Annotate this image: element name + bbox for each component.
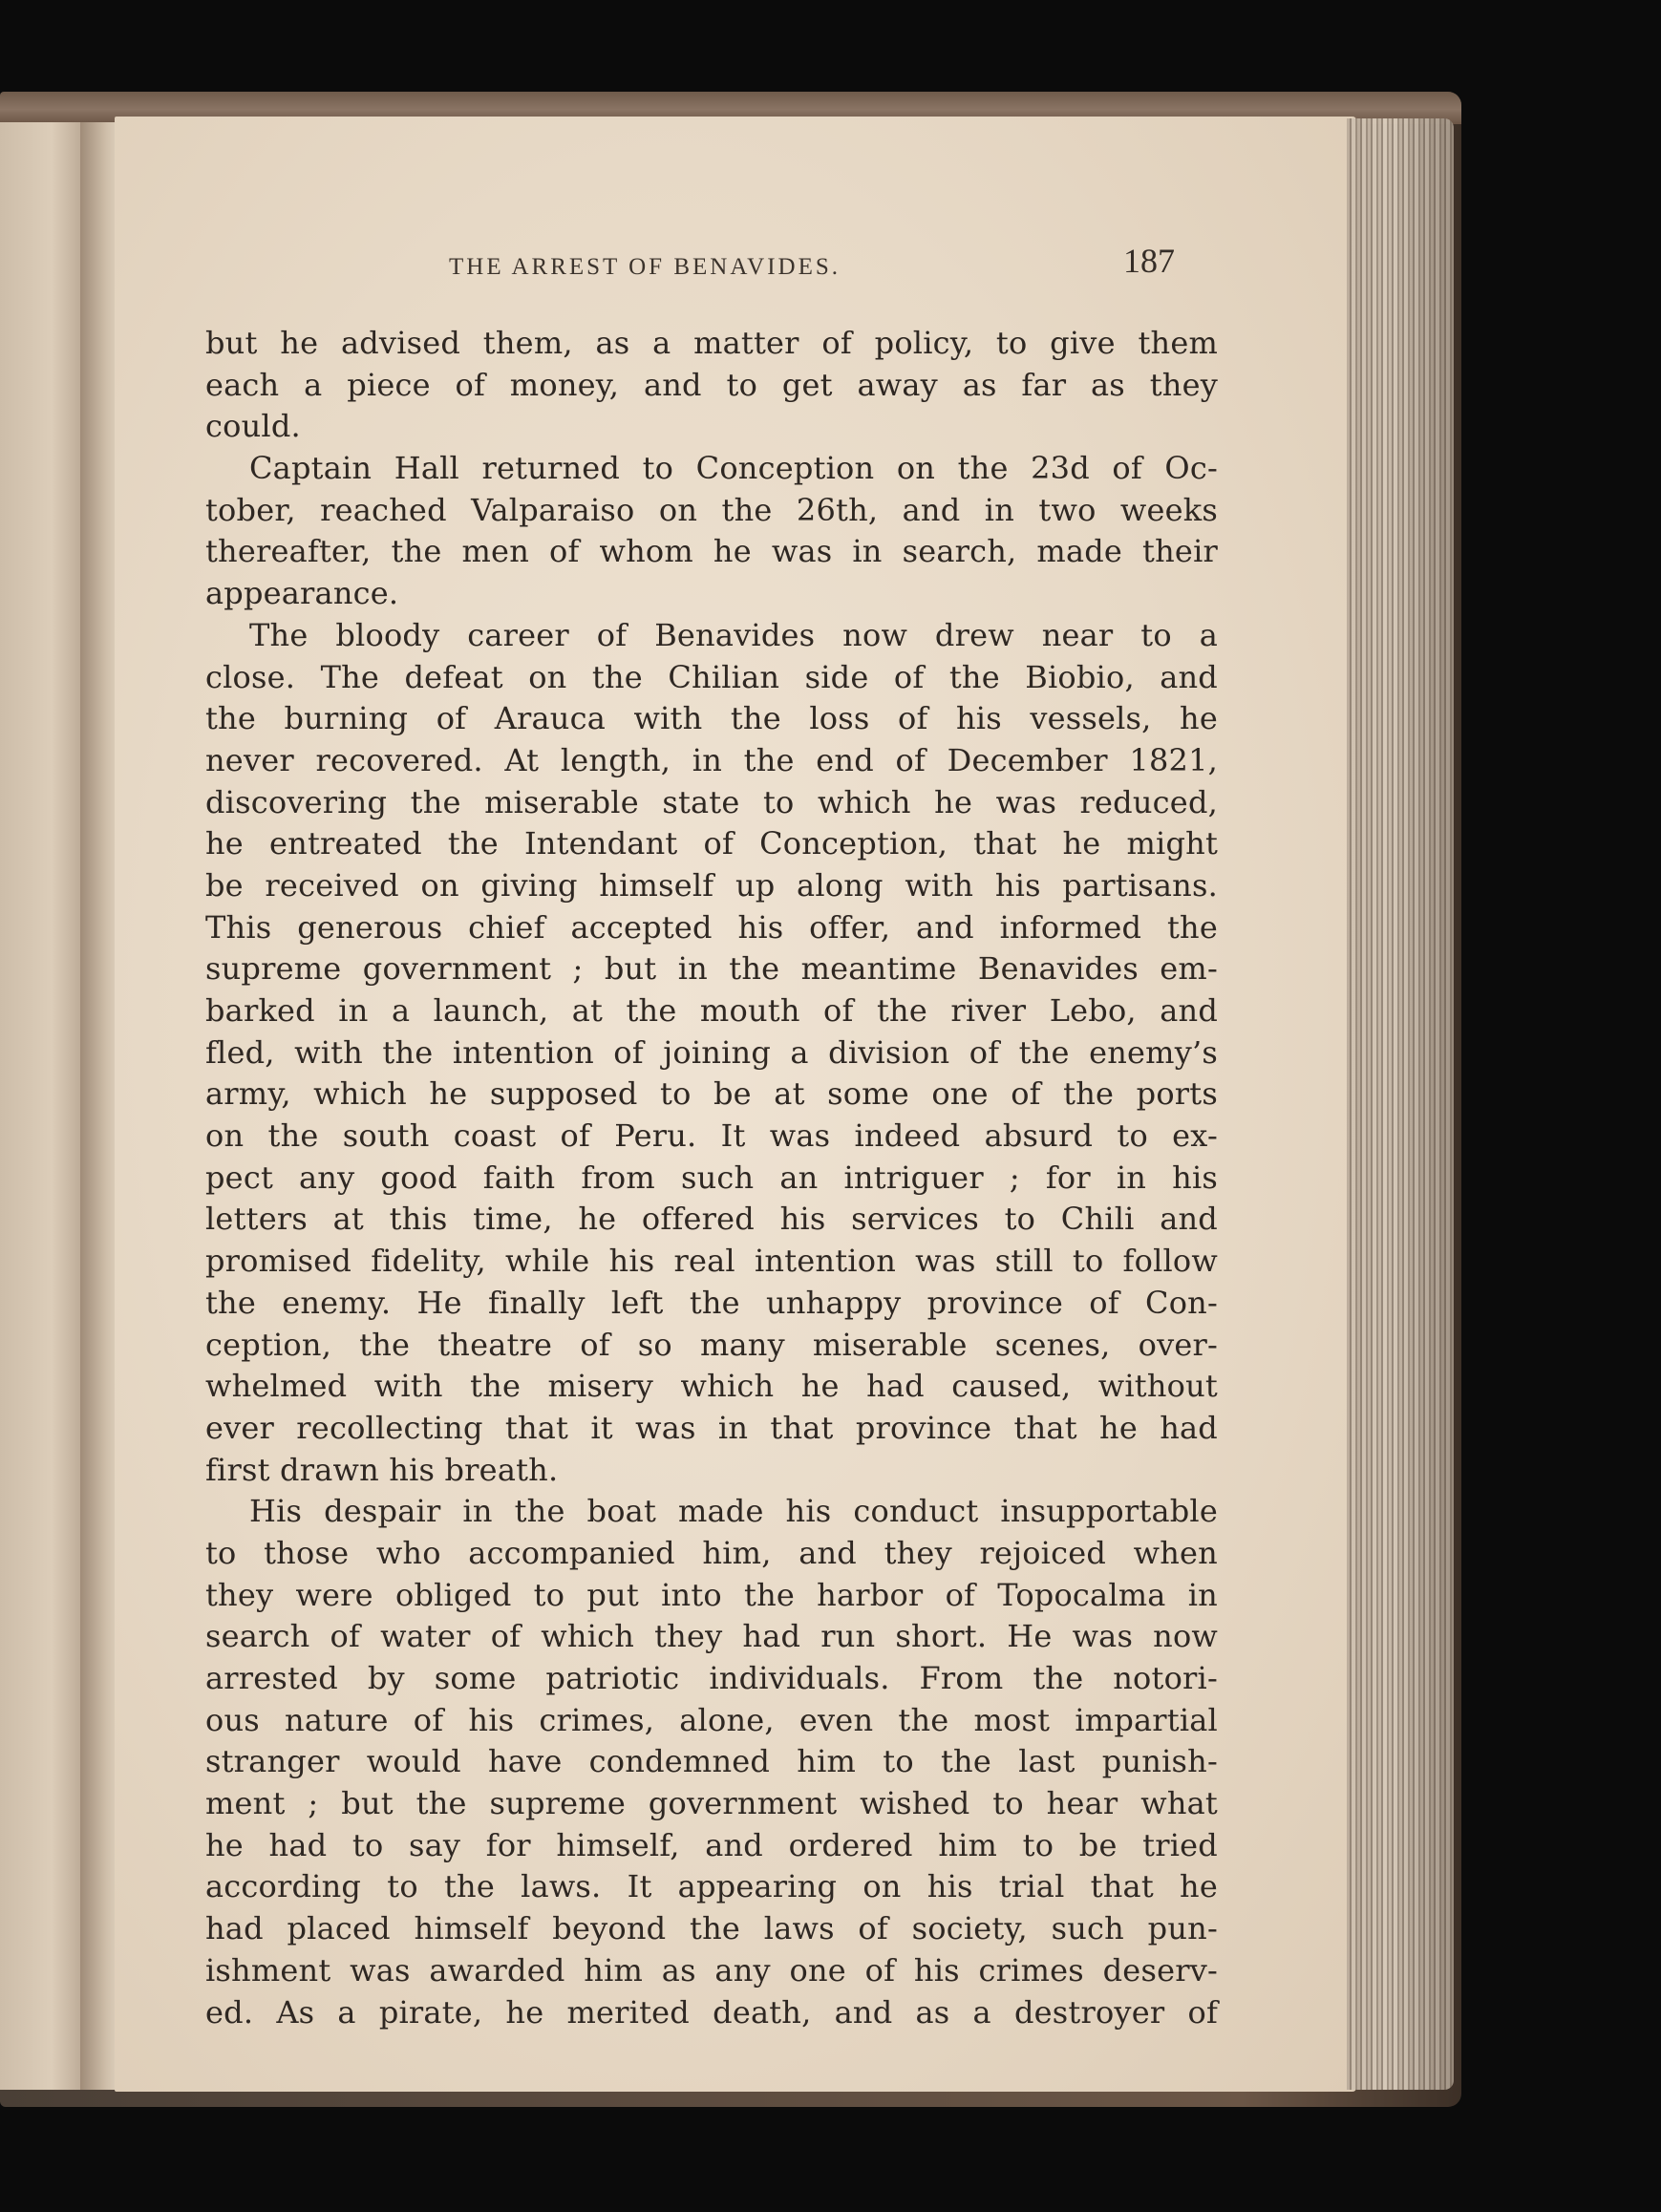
text-line: the enemy. He finally left the unhappy province of Con-	[205, 1284, 1218, 1321]
text-line: ed. As a pirate, he merited death, and as a destroyer of	[205, 1993, 1218, 2031]
text-line: never recovered. At length, in the end of December 1821,	[205, 741, 1218, 778]
text-line: close. The defeat on the Chilian side of the Biobio, and	[205, 658, 1218, 695]
text-line: whelmed with the misery which he had caused, without	[205, 1368, 1218, 1405]
text-line: the burning of Arauca with the loss of his vessels, he	[205, 700, 1218, 737]
text-line: be received on giving himself up along with his partisans.	[205, 866, 1218, 904]
facing-page-edge	[0, 122, 86, 2090]
text-line: supreme government ; but in the meantime Benavides em-	[205, 950, 1218, 988]
text-line: according to the laws. It appearing on his trial that he	[205, 1868, 1218, 1905]
text-line: they were obliged to put into the harbor of Topocalma in	[205, 1576, 1218, 1613]
text-line: ception, the theatre of so many miserable scenes, over-	[205, 1326, 1218, 1363]
text-line: appearance.	[205, 575, 399, 612]
text-line: promised fidelity, while his real intention was still to follow	[205, 1243, 1218, 1280]
page-number: 187	[1123, 242, 1175, 280]
text-line: arrested by some patriotic individuals. From the notori-	[205, 1660, 1218, 1696]
text-line: ment ; but the supreme government wished to hear what	[205, 1785, 1218, 1822]
text-line: ever recollecting that it was in that province that he had	[205, 1409, 1218, 1446]
text-line: search of water of which they had run short. He was now	[205, 1618, 1218, 1655]
text-line: he entreated the Intendant of Conception, that he might	[205, 825, 1218, 862]
text-line: discovering the miserable state to which he was reduced,	[205, 783, 1218, 820]
text-line: The bloody career of Benavides now drew near to a	[249, 616, 1218, 653]
text-line: had placed himself beyond the laws of society, such pun-	[205, 1910, 1218, 1947]
text-line: army, which he supposed to be at some one of the ports	[205, 1075, 1218, 1113]
text-line: His despair in the boat made his conduct insupportable	[249, 1493, 1218, 1530]
text-line: fled, with the intention of joining a division of the enemy’s	[205, 1033, 1218, 1071]
text-line: ishment was awarded him as any one of his crimes deserv-	[205, 1951, 1218, 1989]
text-line: pect any good faith from such an intriguer ; for in his	[205, 1159, 1218, 1196]
text-line: tober, reached Valparaiso on the 26th, and in two weeks	[205, 491, 1218, 528]
text-line: but he advised them, as a matter of policy, to give them	[205, 325, 1218, 361]
text-line: he had to say for himself, and ordered him to be tried	[205, 1826, 1218, 1863]
text-line: barked in a launch, at the mouth of the river Lebo, and	[205, 992, 1218, 1029]
text-line: Captain Hall returned to Conception on the 23d of Oc-	[249, 450, 1218, 487]
text-line: on the south coast of Peru. It was indeed absurd to ex-	[205, 1117, 1218, 1155]
body-text	[205, 323, 1218, 2033]
text-line: could.	[205, 408, 301, 445]
text-line: each a piece of money, and to get away as far as they	[205, 366, 1218, 403]
text-line: first drawn his breath.	[205, 1451, 559, 1488]
text-line: This generous chief accepted his offer, and informed the	[205, 908, 1218, 946]
running-head: THE ARREST OF BENAVIDES.	[449, 254, 841, 280]
text-line: to those who accompanied him, and they rejoiced when	[205, 1534, 1218, 1571]
text-line: thereafter, the men of whom he was in search, made their	[205, 533, 1218, 570]
page-stack-shading	[1347, 118, 1454, 2090]
text-line: ous nature of his crimes, alone, even the most impartial	[205, 1701, 1218, 1738]
text-line: letters at this time, he offered his services to Chili and	[205, 1201, 1218, 1238]
text-line: stranger would have condemned him to the last punish-	[205, 1743, 1218, 1780]
